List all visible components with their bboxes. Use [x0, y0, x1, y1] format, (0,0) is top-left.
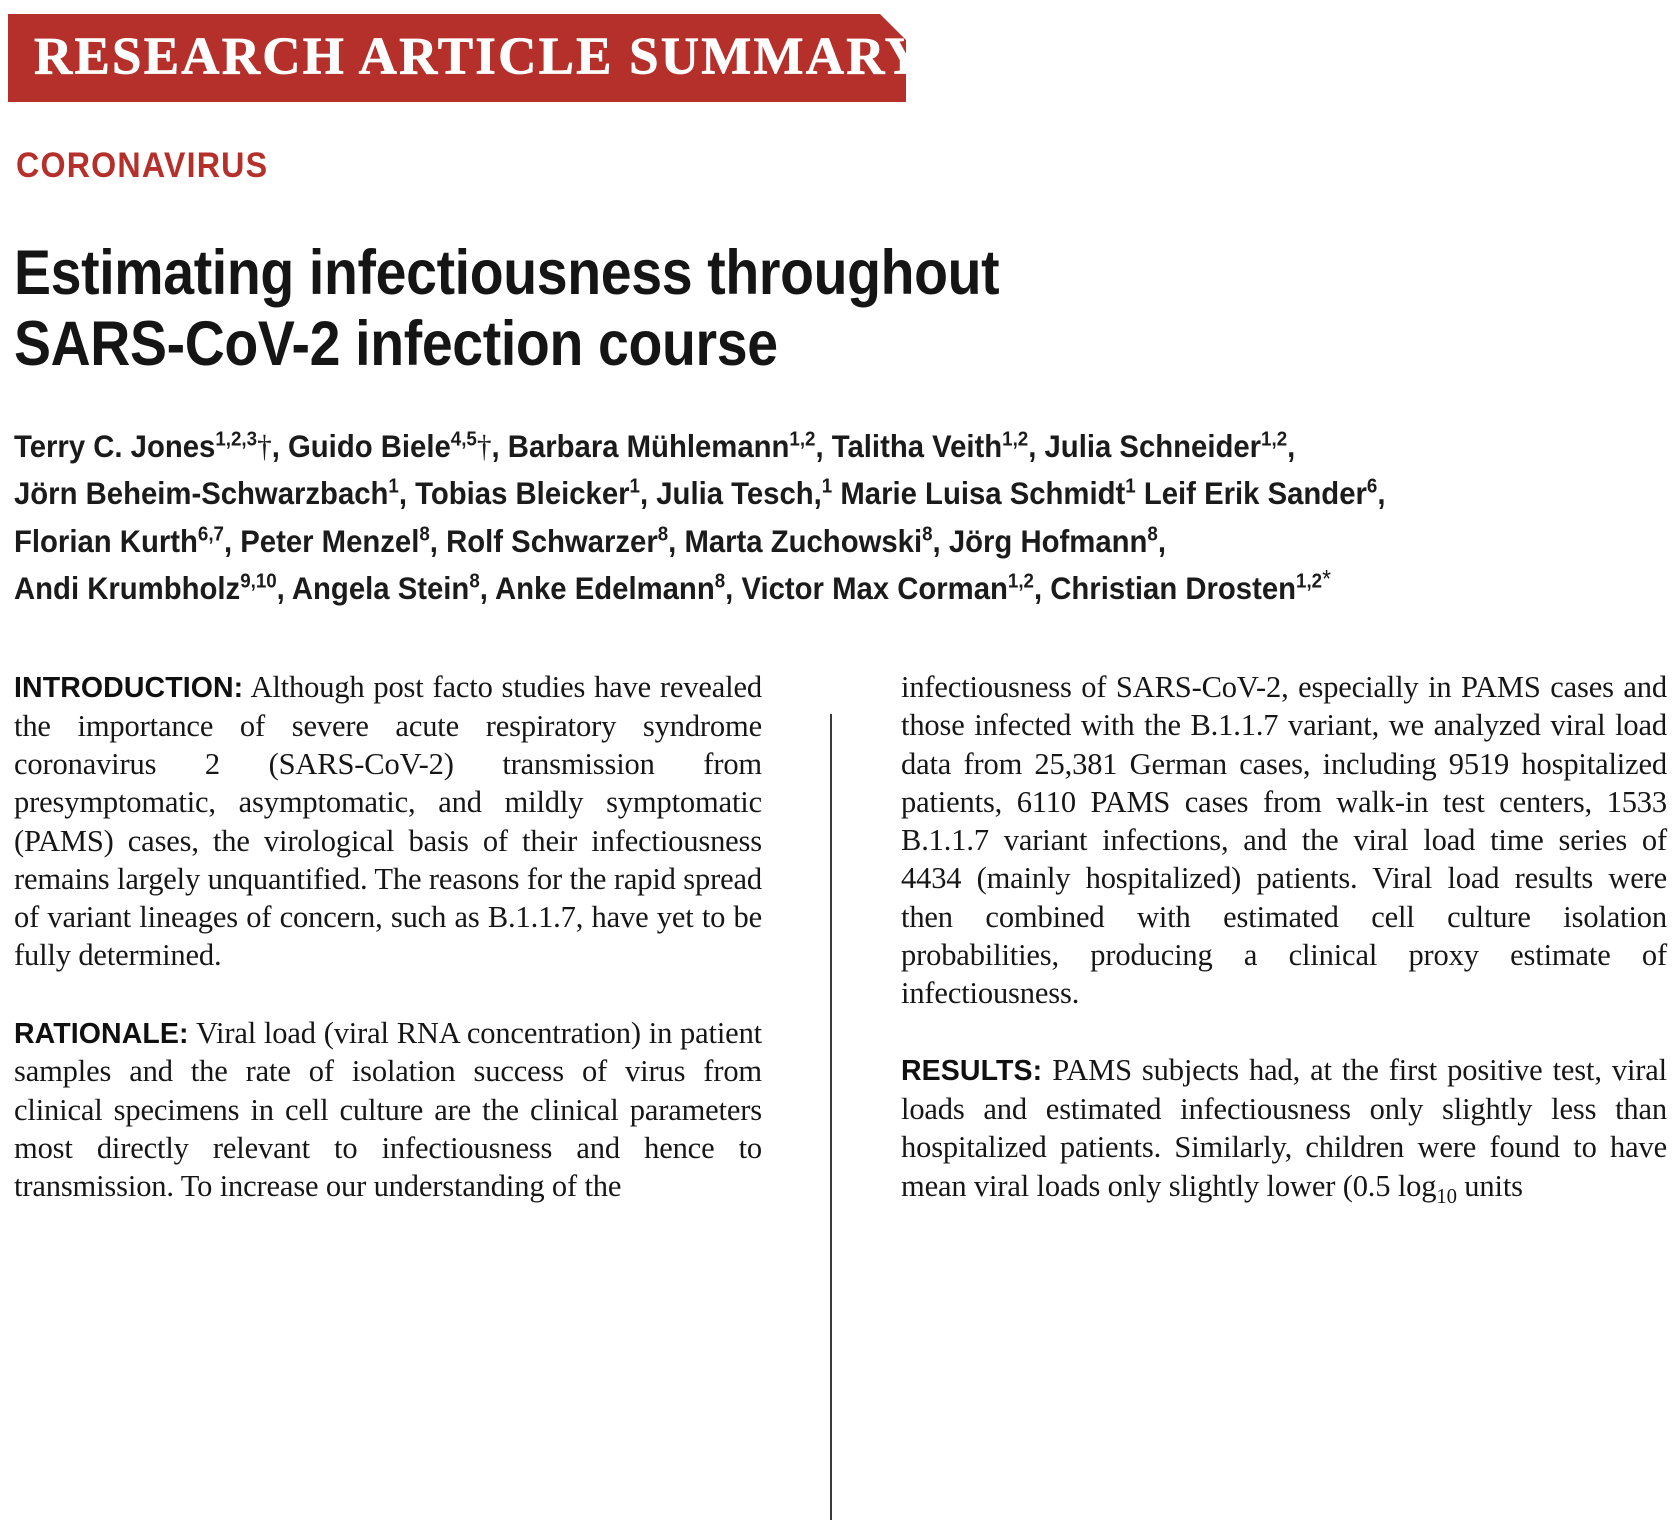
author-name: Barbara Mühlemann [507, 428, 790, 464]
author-affiliation-superscript: 8 [714, 570, 726, 593]
author-affiliation-superscript: 1,2 [1261, 428, 1288, 451]
author-affiliation-superscript: 1 [821, 475, 833, 498]
author-name: Marta Zuchowski [684, 522, 923, 559]
paragraph-text-rationale: Viral load (viral RNA concentration) in patient samples and the rate of isolation success of virus from clinical specimens in cell culture are the clinical parameters most directly relevant to infectiousness and hence to transmission. To increase our understanding of the [14, 1015, 762, 1204]
paragraph-results [901, 1051, 1667, 1208]
author-affiliation-superscript: 1,2,3 [215, 428, 258, 451]
author-name: Julia Tesch, [656, 475, 822, 512]
author-name: Tobias Bleicker [415, 475, 630, 512]
author-affiliation-superscript: 6 [1366, 475, 1378, 498]
paragraph-lead-introduction: INTRODUCTION: [14, 672, 244, 704]
author-affiliation-superscript: 1,2 [1296, 570, 1323, 593]
author-affiliation-superscript: 4,5 [450, 428, 477, 451]
author-name: Anke Edelmann [494, 569, 715, 606]
author-affiliation-superscript: 1 [388, 475, 399, 498]
author-name: Florian Kurth [14, 522, 198, 559]
author-name: Victor Max Corman [741, 569, 1008, 606]
author-name: Rolf Schwarzer [446, 522, 658, 559]
author-affiliation-superscript: 1 [1125, 475, 1136, 498]
author-affiliation-superscript: 9,10 [240, 570, 277, 593]
paragraph-text-rationale-continued: infectiousness of SARS-CoV-2, especially in PAMS cases and those infected with the B.1.1.7 variant, we analyzed viral load data from 25,381 German cases, including 9519 hospitalized patients, 6110 PAMS cases from walk-in test centers, 1533 B.1.1.7 variant infections, and the viral load time series of 4434 (mainly hospitalized) patients. Viral load results were then combined with estimated cell culture isolation probabilities, producing a clinical proxy estimate of infectiousness. [901, 670, 1667, 1011]
author-name: Talitha Veith [831, 428, 1003, 464]
author-line: Terry C. Jones$^{1,2,3}$†, Guido Biele$^{4,5}$†, Barbara Mühlemann$^{1,2}$, Talitha Veith$^{1,2}$, Julia Schneider$^{1,2}$, [14, 428, 1296, 464]
author-name: Julia Schneider [1044, 428, 1262, 464]
author-name: Terry C. Jones [14, 428, 216, 464]
paragraph-lead-rationale: RATIONALE: [14, 1017, 189, 1050]
author-line: Florian Kurth$^{6,7}$, Peter Menzel$^8$, Rolf Schwarzer$^8$, Marta Zuchowski$^8$, Jörg Hofmann$^8$, [14, 522, 1166, 559]
paragraph-lead-results: RESULTS: [901, 1055, 1043, 1088]
body-columns [14, 668, 1666, 1528]
author-affiliation-superscript: 8 [922, 523, 933, 545]
author-affiliation-superscript: 1,2 [1002, 428, 1029, 451]
author-name: Jörg Hofmann [948, 522, 1148, 559]
author-affiliation-superscript: 8 [1147, 523, 1158, 545]
author-name: Jörn Beheim-Schwarzbach [14, 475, 389, 512]
paragraph-rationale [14, 1014, 762, 1206]
paragraph-introduction [14, 668, 762, 975]
section-kicker: CORONAVIRUS [16, 146, 269, 185]
author-name: Peter Menzel [240, 522, 420, 559]
author-dagger-mark: † [476, 429, 492, 464]
paragraph-text-introduction: Although post facto studies have revealed the importance of severe acute respiratory syndrome coronavirus 2 (SARS-CoV-2) transmission from presymptomatic, asymptomatic, and mildly symptomatic (PAMS) cases, the virological basis of their infectiousness remains largely unquantified. The reasons for the rapid spread of variant lineages of concern, such as B.1.1.7, have yet to be fully determined. [14, 670, 762, 973]
author-name: Andi Krumbholz [14, 569, 241, 606]
paragraph-rationale-continued [901, 668, 1667, 1012]
author-line: Jörn Beheim-Schwarzbach$^1$, Tobias Bleicker$^1$, Julia Tesch,$^1$ Marie Luisa Schmidt$^1$ Leif Erik Sander$^6$, [14, 475, 1386, 512]
corresponding-author-mark: * [1322, 566, 1332, 594]
body-column-right [901, 668, 1667, 1208]
banner-label: RESEARCH ARTICLE SUMMARY [34, 27, 926, 86]
author-name: Christian Drosten [1050, 569, 1297, 606]
paragraph-text-results-part1: PAMS subjects had, at the first positive test, viral loads and estimated infectiousness only slightly less than hospitalized patients. Similarly, children were found to have mean viral loads only slightly lower (0.5 log [901, 1053, 1667, 1203]
body-column-left [14, 668, 762, 1205]
author-affiliation-superscript: 1 [629, 475, 640, 498]
author-name: Angela Stein [291, 569, 470, 606]
log-subscript: 10 [1436, 1185, 1457, 1208]
author-name: Leif Erik Sander [1143, 475, 1367, 512]
page-title-line-2: SARS-CoV-2 infection course [14, 309, 778, 380]
author-name: Guido Biele [288, 428, 451, 464]
author-affiliation-superscript: 8 [419, 523, 430, 545]
research-article-summary-banner [8, 14, 926, 102]
paragraph-text-results-part2: units [1456, 1168, 1523, 1203]
page-title-line-1: Estimating infectiousness throughout [14, 238, 1000, 309]
author-affiliation-superscript: 1,2 [789, 428, 816, 451]
author-line: Andi Krumbholz$^{9,10}$, Angela Stein$^8$, Anke Edelmann$^8$, Victor Max Corman$^{1,2}$, Christian Drosten$^{1,2*}$ [14, 566, 1332, 606]
author-affiliation-superscript: 8 [657, 523, 669, 545]
author-dagger-mark: † [257, 429, 272, 464]
page-title [14, 238, 1457, 380]
author-affiliation-superscript: 1,2 [1007, 570, 1034, 593]
author-name: Marie Luisa Schmidt [840, 475, 1126, 512]
author-affiliation-superscript: 6,7 [197, 523, 224, 545]
author-affiliation-superscript: 8 [469, 570, 480, 593]
author-list [14, 423, 1558, 612]
